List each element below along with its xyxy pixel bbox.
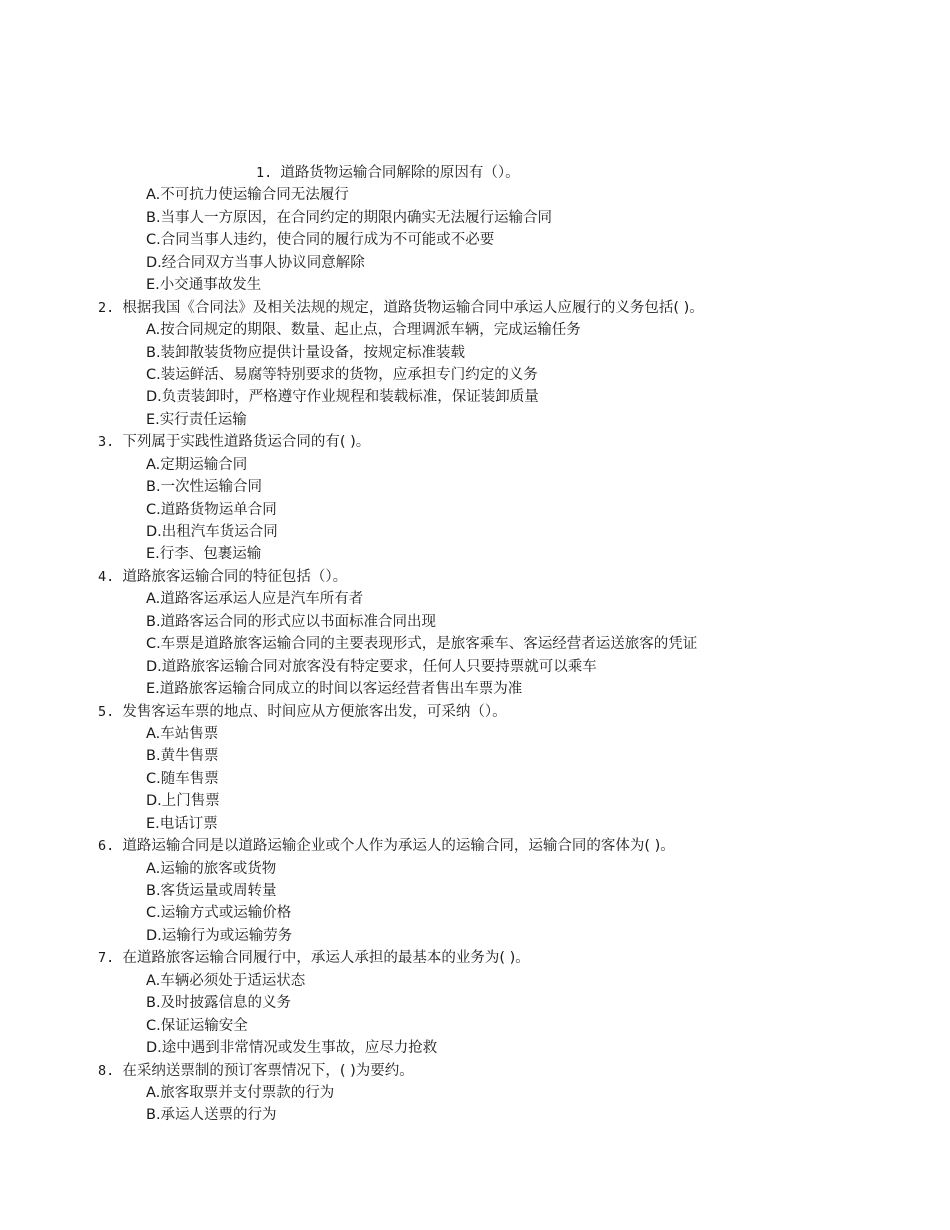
answer-option: D.途中遇到非常情况或发生事故，应尽力抢救 [146,1040,438,1057]
question-line [0,162,950,184]
answer-option: B.及时披露信息的义务 [146,995,292,1012]
answer-option: B.道路客运合同的形式应以书面标准合同出现 [146,613,437,630]
answer-option: A.不可抗力使运输合同无法履行 [146,187,349,204]
answer-option: C.车票是道路旅客运输合同的主要表现形式，是旅客乘车、客运经营者运送旅客的凭证 [146,636,698,653]
answer-option: D.运输行为或运输劳务 [146,927,293,944]
question-text: 在采纳送票制的预订客票情况下，( )为要约。 [122,1062,414,1079]
answer-option: B.客货运量或周转量 [146,883,277,899]
answer-option: C.随车售票 [146,770,219,787]
answer-option: D.出租汽车货运合同 [146,524,278,540]
answer-option: E.行李、包裹运输 [146,546,262,563]
question-line [0,566,950,588]
answer-option: A.定期运输合同 [146,456,248,473]
answer-option: D.经合同双方当事人协议同意解除 [146,254,365,271]
question-text: 道路旅客运输合同的特征包括（）。 [122,568,348,585]
answer-option: D.上门售票 [146,793,220,810]
answer-option: C.运输方式或运输价格 [146,905,292,922]
question-line [0,835,950,857]
answer-option: E.道路旅客运输合同成立的时间以客运经营者售出车票为准 [146,681,523,698]
answer-option: A.运输的旅客或货物 [146,860,277,877]
answer-option: E.实行责任运输 [146,411,247,428]
question-text: 道路运输合同是以道路运输企业或个人作为承运人的运输合同，运输合同的客体为( )。 [122,838,675,855]
answer-option: E.小交通事故发生 [146,277,262,294]
answer-option: C.道路货物运单合同 [146,501,277,518]
answer-option: E.电话订票 [146,815,218,832]
question-line [0,1060,950,1082]
question-number: 6. [98,838,123,855]
question-text: 下列属于实践性道路货运合同的有( )。 [122,434,371,451]
question-line [0,947,950,969]
answer-option: D.负责装卸时，严格遵守作业规程和装载标准，保证装卸质量 [146,389,539,406]
answer-option: A.车站售票 [146,725,219,742]
question-text: 发售客运车票的地点、时间应从方便旅客出发，可采纳（）。 [122,703,507,720]
answer-option: B.黄牛售票 [146,748,219,765]
answer-option: B.当事人一方原因，在合同约定的期限内确实无法履行运输合同 [146,209,553,226]
answer-option: C.装运鲜活、易腐等特别要求的货物，应承担专门约定的义务 [146,366,538,383]
question-number: 7. [98,950,123,967]
answer-option: D.道路旅客运输合同对旅客没有特定要求，任何人只要持票就可以乘车 [146,658,597,675]
question-number: 4. [98,568,123,585]
question-line [0,297,950,319]
question-number: 5. [98,703,123,720]
question-number: 3. [98,434,123,451]
answer-option: A.按合同规定的期限、数量、起止点，合理调派车辆，完成运输任务 [146,322,581,339]
question-text: 在道路旅客运输合同履行中，承运人承担的最基本的业务为( )。 [122,950,530,967]
question-line [0,701,950,723]
answer-option: B.一次性运输合同 [146,479,263,496]
answer-option: A.旅客取票并支付票款的行为 [146,1084,335,1101]
question-number: 8. [98,1062,123,1079]
document-body [0,162,950,1127]
question-number: 1. [256,165,281,181]
question-text: 根据我国《合同法》及相关法规的规定，道路货物运输合同中承运人应履行的义务包括( )。 [122,299,704,316]
question-text: 道路货物运输合同解除的原因有（）。 [280,165,520,181]
answer-option: B.承运人送票的行为 [146,1107,277,1124]
answer-option: B.装卸散装货物应提供计量设备，按规定标准装载 [146,344,466,361]
answer-option: A.车辆必须处于适运状态 [146,972,306,989]
answer-option: C.保证运输安全 [146,1017,248,1034]
answer-option: A.道路客运承运人应是汽车所有者 [146,591,364,608]
answer-option: C.合同当事人违约，使合同的履行成为不可能或不必要 [146,232,495,249]
question-number: 2. [98,299,123,316]
question-line [0,431,950,453]
